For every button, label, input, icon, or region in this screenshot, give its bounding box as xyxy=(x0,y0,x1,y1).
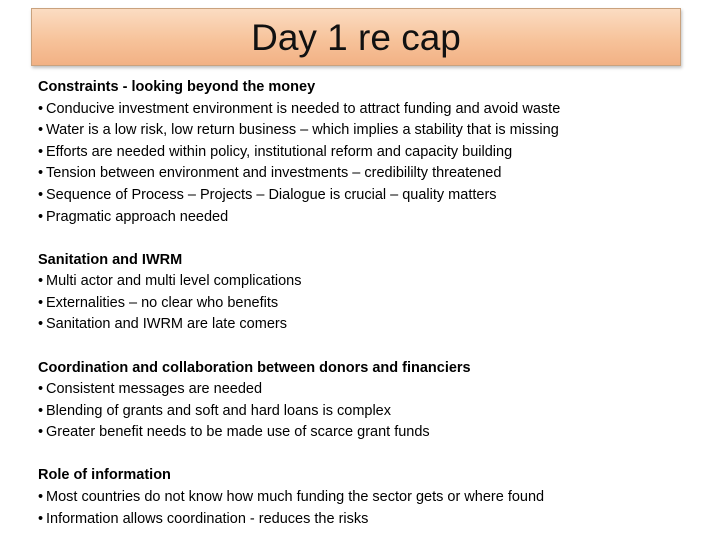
bullet-symbol: • xyxy=(38,143,44,160)
section-heading: Sanitation and IWRM xyxy=(38,251,183,268)
bullet-text: Tension between environment and investments – credibililty threatened xyxy=(46,165,502,182)
bullet-item xyxy=(38,120,708,142)
bullet-symbol: • xyxy=(38,402,44,419)
page-title: Day 1 re cap xyxy=(251,16,461,58)
bullet-symbol: • xyxy=(38,316,44,333)
bullet-item xyxy=(38,422,708,444)
bullet-item xyxy=(38,271,708,293)
bullet-text: Blending of grants and soft and hard loans is complex xyxy=(46,402,391,419)
bullet-symbol: • xyxy=(38,186,44,203)
bullet-item xyxy=(38,185,708,207)
bullet-symbol: • xyxy=(38,208,44,225)
section-sanitation-iwrm xyxy=(38,250,708,336)
bullet-symbol: • xyxy=(38,100,44,117)
bullet-text: Water is a low risk, low return business – which implies a stability that is missing xyxy=(46,122,559,139)
bullet-symbol: • xyxy=(38,273,44,290)
bullet-symbol: • xyxy=(38,294,44,311)
section-coordination xyxy=(38,358,708,444)
title-banner xyxy=(31,8,681,66)
bullet-text: Information allows coordination - reduces the risks xyxy=(46,510,369,527)
section-heading: Role of information xyxy=(38,467,171,484)
bullet-item xyxy=(38,163,708,185)
section-constraints xyxy=(38,77,708,228)
bullet-text: Externalities – no clear who benefits xyxy=(46,294,279,311)
recap-content xyxy=(38,77,708,530)
bullet-item xyxy=(38,401,708,423)
bullet-item xyxy=(38,293,708,315)
bullet-item xyxy=(38,207,708,229)
bullet-text: Greater benefit needs to be made use of scarce grant funds xyxy=(46,424,430,441)
bullet-text: Sequence of Process – Projects – Dialogue is crucial – quality matters xyxy=(46,186,497,203)
bullet-item xyxy=(38,509,708,531)
bullet-text: Efforts are needed within policy, institutional reform and capacity building xyxy=(46,143,513,160)
section-heading: Constraints - looking beyond the money xyxy=(38,79,316,95)
bullet-symbol: • xyxy=(38,489,44,505)
bullet-symbol: • xyxy=(38,510,44,527)
bullet-item xyxy=(38,379,708,401)
bullet-item xyxy=(38,314,708,336)
bullet-text: Most countries do not know how much funding the sector gets or where found xyxy=(46,489,545,505)
bullet-item xyxy=(38,142,708,164)
section-role-of-information xyxy=(38,465,708,530)
bullet-text: Multi actor and multi level complications xyxy=(46,273,302,290)
bullet-text: Pragmatic approach needed xyxy=(46,208,229,225)
bullet-item xyxy=(38,99,708,121)
bullet-text: Conducive investment environment is needed to attract funding and avoid waste xyxy=(46,100,561,117)
bullet-symbol: • xyxy=(38,424,44,441)
bullet-text: Sanitation and IWRM are late comers xyxy=(46,316,287,333)
bullet-symbol: • xyxy=(38,381,44,398)
bullet-text: Consistent messages are needed xyxy=(46,381,263,398)
bullet-item xyxy=(38,487,708,509)
section-heading: Coordination and collaboration between donors and financiers xyxy=(38,359,471,376)
bullet-symbol: • xyxy=(38,165,44,182)
bullet-symbol: • xyxy=(38,122,44,139)
